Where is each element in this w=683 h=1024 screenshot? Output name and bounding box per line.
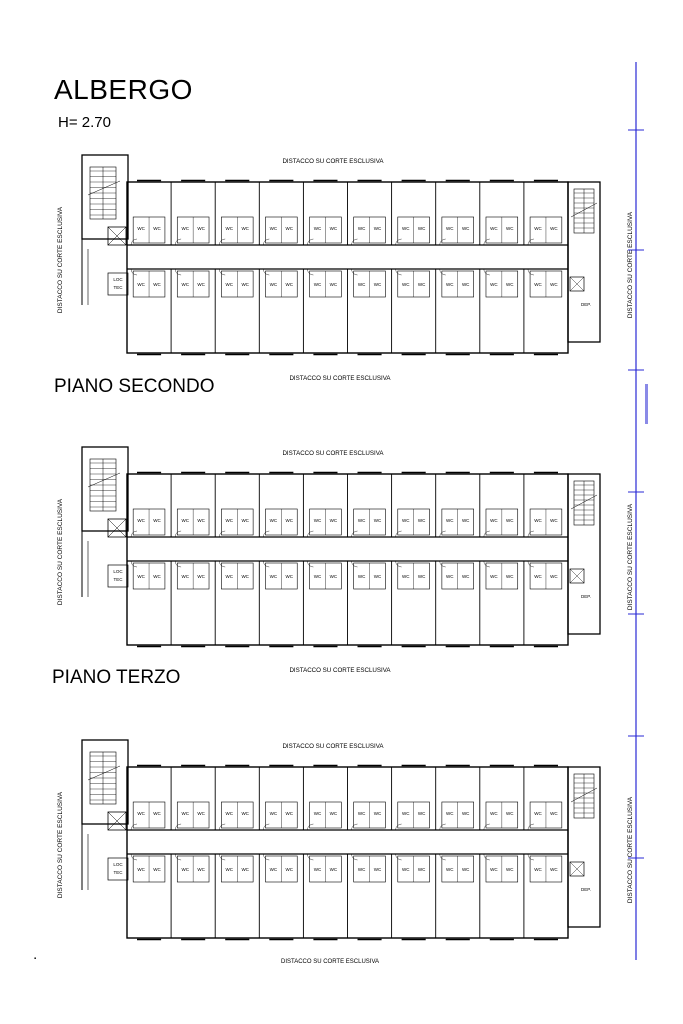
door-swing	[352, 531, 358, 537]
door-swing	[396, 561, 402, 567]
wc-label: WC	[506, 811, 514, 816]
door-swing	[484, 561, 490, 567]
stair-tower-left	[82, 447, 128, 531]
wc-label: WC	[490, 518, 498, 523]
wc-label: WC	[313, 574, 322, 579]
wc-label: WC	[401, 574, 410, 579]
wc-label: WC	[269, 518, 278, 523]
wc-label: WC	[313, 282, 322, 287]
wc-label: WC	[225, 282, 234, 287]
door-swing	[484, 239, 490, 245]
wc-label: WC	[401, 518, 410, 523]
wc-label: WC	[197, 282, 205, 287]
door-swing	[219, 824, 225, 830]
setback-label-right: DISTACCO SU CORTE ESCLUSIVA	[627, 211, 634, 319]
setback-label-left: DISTACCO SU CORTE ESCLUSIVA	[57, 791, 64, 899]
wc-label: WC	[373, 226, 382, 231]
wc-label: WC	[417, 226, 426, 231]
wc-label: WC	[285, 226, 294, 231]
frame-marker	[645, 384, 648, 424]
door-swing	[219, 854, 225, 860]
door-swing	[484, 824, 490, 830]
door-swing	[352, 269, 358, 275]
wc-label: WC	[137, 226, 145, 231]
wc-label: WC	[357, 282, 366, 287]
wc-label: WC	[241, 574, 249, 579]
wc-label: WC	[446, 226, 454, 231]
wc-label: WC	[461, 867, 470, 872]
tec-label: TEC	[113, 577, 123, 582]
wc-label: WC	[490, 867, 498, 872]
wc-label: WC	[461, 226, 470, 231]
loc-label: LOC	[113, 862, 123, 867]
wc-label: WC	[241, 811, 249, 816]
door-swing	[440, 531, 446, 537]
wc-label: WC	[197, 811, 205, 816]
page-marker: ▪	[34, 956, 37, 962]
loc-label: LOC	[113, 569, 123, 574]
wc-label: WC	[357, 867, 366, 872]
document-title: ALBERGO	[54, 74, 193, 105]
wc-label: WC	[550, 867, 558, 872]
door-swing	[307, 269, 313, 275]
wc-label: WC	[137, 811, 145, 816]
wc-label: WC	[373, 518, 382, 523]
wc-label: WC	[137, 282, 145, 287]
door-swing	[396, 824, 402, 830]
wc-label: WC	[506, 574, 514, 579]
wc-label: WC	[490, 282, 498, 287]
wc-label: WC	[417, 811, 426, 816]
door-swing	[175, 824, 181, 830]
wc-label: WC	[357, 518, 366, 523]
wc-label: WC	[329, 226, 338, 231]
wc-label: WC	[313, 811, 322, 816]
wc-label: WC	[534, 518, 542, 523]
wc-label: WC	[269, 226, 278, 231]
wc-label: WC	[181, 282, 189, 287]
door-swing	[219, 239, 225, 245]
door-swing	[352, 854, 358, 860]
wc-label: WC	[329, 574, 338, 579]
door-swing	[131, 561, 137, 567]
wc-label: WC	[446, 811, 454, 816]
tec-label: TEC	[113, 870, 123, 875]
wc-label: WC	[197, 518, 205, 523]
door-swing	[263, 854, 269, 860]
wc-label: WC	[269, 282, 278, 287]
door-swing	[263, 531, 269, 537]
wc-label: WC	[446, 282, 454, 287]
wc-label: WC	[550, 811, 558, 816]
wc-label: WC	[153, 574, 161, 579]
wc-label: WC	[153, 811, 161, 816]
wc-label: WC	[357, 226, 366, 231]
wc-label: WC	[373, 282, 382, 287]
door-swing	[175, 239, 181, 245]
floor-plan	[57, 155, 634, 382]
loc-label: LOC	[113, 277, 123, 282]
wc-label: WC	[534, 811, 542, 816]
door-swing	[484, 531, 490, 537]
wc-label: WC	[490, 226, 498, 231]
wc-label: WC	[137, 867, 145, 872]
door-swing	[528, 824, 534, 830]
wc-label: WC	[181, 226, 189, 231]
floor-plans	[57, 155, 634, 940]
wc-label: WC	[373, 574, 382, 579]
wc-label: WC	[357, 574, 366, 579]
wc-label: WC	[401, 282, 410, 287]
door-swing	[219, 269, 225, 275]
wc-label: WC	[373, 811, 382, 816]
door-swing	[307, 561, 313, 567]
wc-label: WC	[550, 226, 558, 231]
door-swing	[352, 561, 358, 567]
door-swing	[528, 561, 534, 567]
door-swing	[175, 269, 181, 275]
door-swing	[131, 854, 137, 860]
wc-label: WC	[357, 811, 366, 816]
door-swing	[307, 854, 313, 860]
door-swing	[440, 854, 446, 860]
wc-label: WC	[506, 226, 514, 231]
door-swing	[131, 824, 137, 830]
wc-label: WC	[313, 518, 322, 523]
wc-label: WC	[225, 574, 234, 579]
wc-label: WC	[417, 867, 426, 872]
door-swing	[307, 531, 313, 537]
setback-label-bottom: DISTACCO SU CORTE ESCLUSIVA	[289, 375, 391, 382]
wc-label: WC	[490, 811, 498, 816]
wc-label: WC	[285, 282, 294, 287]
door-swing	[484, 854, 490, 860]
wc-label: WC	[329, 518, 338, 523]
wc-label: WC	[197, 867, 205, 872]
wc-label: WC	[534, 867, 542, 872]
door-swing	[307, 239, 313, 245]
setback-label-left: DISTACCO SU CORTE ESCLUSIVA	[57, 206, 64, 314]
floor-plan	[57, 740, 634, 940]
wc-label: WC	[181, 867, 189, 872]
door-swing	[175, 561, 181, 567]
wc-label: WC	[181, 574, 189, 579]
wc-label: WC	[506, 518, 514, 523]
wc-label: WC	[137, 574, 145, 579]
door-swing	[307, 824, 313, 830]
wc-label: WC	[285, 518, 294, 523]
door-swing	[528, 854, 534, 860]
wc-label: WC	[285, 574, 294, 579]
floor-title-secondo: PIANO SECONDO	[54, 376, 215, 397]
wc-label: WC	[417, 574, 426, 579]
wc-label: WC	[269, 867, 278, 872]
wc-label: WC	[461, 282, 470, 287]
wc-label: WC	[181, 518, 189, 523]
wc-label: WC	[506, 867, 514, 872]
wc-label: WC	[241, 282, 249, 287]
door-swing	[440, 561, 446, 567]
setback-label-bottom: DISTACCO SU CORTE ESCLUSIVA	[289, 667, 391, 674]
wc-label: WC	[225, 226, 234, 231]
wc-label: WC	[329, 282, 338, 287]
dep-label: DEP.	[581, 594, 591, 599]
wc-label: WC	[446, 574, 454, 579]
setback-label-left: DISTACCO SU CORTE ESCLUSIVA	[57, 498, 64, 606]
wc-label: WC	[550, 282, 558, 287]
door-swing	[219, 531, 225, 537]
wc-label: WC	[417, 282, 426, 287]
wc-label: WC	[285, 811, 294, 816]
wc-label: WC	[153, 282, 161, 287]
floor-title-terzo: PIANO TERZO	[52, 667, 181, 688]
stair-tower-left	[82, 155, 128, 239]
setback-label-top: DISTACCO SU CORTE ESCLUSIVA	[282, 450, 384, 457]
wc-label: WC	[329, 867, 338, 872]
setback-label-right: DISTACCO SU CORTE ESCLUSIVA	[627, 796, 634, 904]
setback-label-right: DISTACCO SU CORTE ESCLUSIVA	[627, 503, 634, 611]
wc-label: WC	[461, 518, 470, 523]
door-swing	[175, 531, 181, 537]
door-swing	[352, 824, 358, 830]
wc-label: WC	[401, 811, 410, 816]
door-swing	[263, 239, 269, 245]
door-swing	[396, 531, 402, 537]
wc-label: WC	[534, 574, 542, 579]
wc-label: WC	[417, 518, 426, 523]
bottom-setback-label: DISTACCO SU CORTE ESCLUSIVA	[280, 959, 380, 965]
door-swing	[263, 824, 269, 830]
document-subtitle: H= 2.70	[58, 114, 111, 131]
door-swing	[484, 269, 490, 275]
wc-label: WC	[241, 518, 249, 523]
door-swing	[440, 824, 446, 830]
wc-label: WC	[506, 282, 514, 287]
wc-label: WC	[550, 518, 558, 523]
wc-label: WC	[153, 867, 161, 872]
tec-label: TEC	[113, 285, 123, 290]
door-swing	[263, 561, 269, 567]
door-swing	[219, 561, 225, 567]
wc-label: WC	[313, 867, 322, 872]
door-swing	[131, 531, 137, 537]
wc-label: WC	[550, 574, 558, 579]
floor-plan	[57, 447, 634, 674]
door-swing	[440, 269, 446, 275]
wc-label: WC	[269, 811, 278, 816]
wc-label: WC	[446, 518, 454, 523]
door-swing	[440, 239, 446, 245]
wc-label: WC	[225, 867, 234, 872]
dep-label: DEP.	[581, 302, 591, 307]
wc-label: WC	[153, 226, 161, 231]
wc-label: WC	[241, 867, 249, 872]
door-swing	[263, 269, 269, 275]
door-swing	[396, 854, 402, 860]
wc-label: WC	[446, 867, 454, 872]
wc-label: WC	[181, 811, 189, 816]
setback-label-top: DISTACCO SU CORTE ESCLUSIVA	[282, 743, 384, 750]
wc-label: WC	[197, 226, 205, 231]
wc-label: WC	[153, 518, 161, 523]
wc-label: WC	[461, 574, 470, 579]
wc-label: WC	[461, 811, 470, 816]
door-swing	[528, 239, 534, 245]
wc-label: WC	[225, 518, 234, 523]
wc-label: WC	[534, 226, 542, 231]
setback-label-top: DISTACCO SU CORTE ESCLUSIVA	[282, 158, 384, 165]
wc-label: WC	[241, 226, 249, 231]
door-swing	[352, 239, 358, 245]
wc-label: WC	[225, 811, 234, 816]
door-swing	[396, 269, 402, 275]
wc-label: WC	[373, 867, 382, 872]
dep-label: DEP.	[581, 887, 591, 892]
wc-label: WC	[490, 574, 498, 579]
wc-label: WC	[197, 574, 205, 579]
door-swing	[528, 531, 534, 537]
wc-label: WC	[269, 574, 278, 579]
wc-label: WC	[401, 226, 410, 231]
wc-label: WC	[313, 226, 322, 231]
wc-label: WC	[401, 867, 410, 872]
stair-tower-left	[82, 740, 128, 824]
door-swing	[528, 269, 534, 275]
door-swing	[396, 239, 402, 245]
wc-label: WC	[285, 867, 294, 872]
wc-label: WC	[329, 811, 338, 816]
door-swing	[131, 269, 137, 275]
door-swing	[175, 854, 181, 860]
wc-label: WC	[534, 282, 542, 287]
wc-label: WC	[137, 518, 145, 523]
door-swing	[131, 239, 137, 245]
